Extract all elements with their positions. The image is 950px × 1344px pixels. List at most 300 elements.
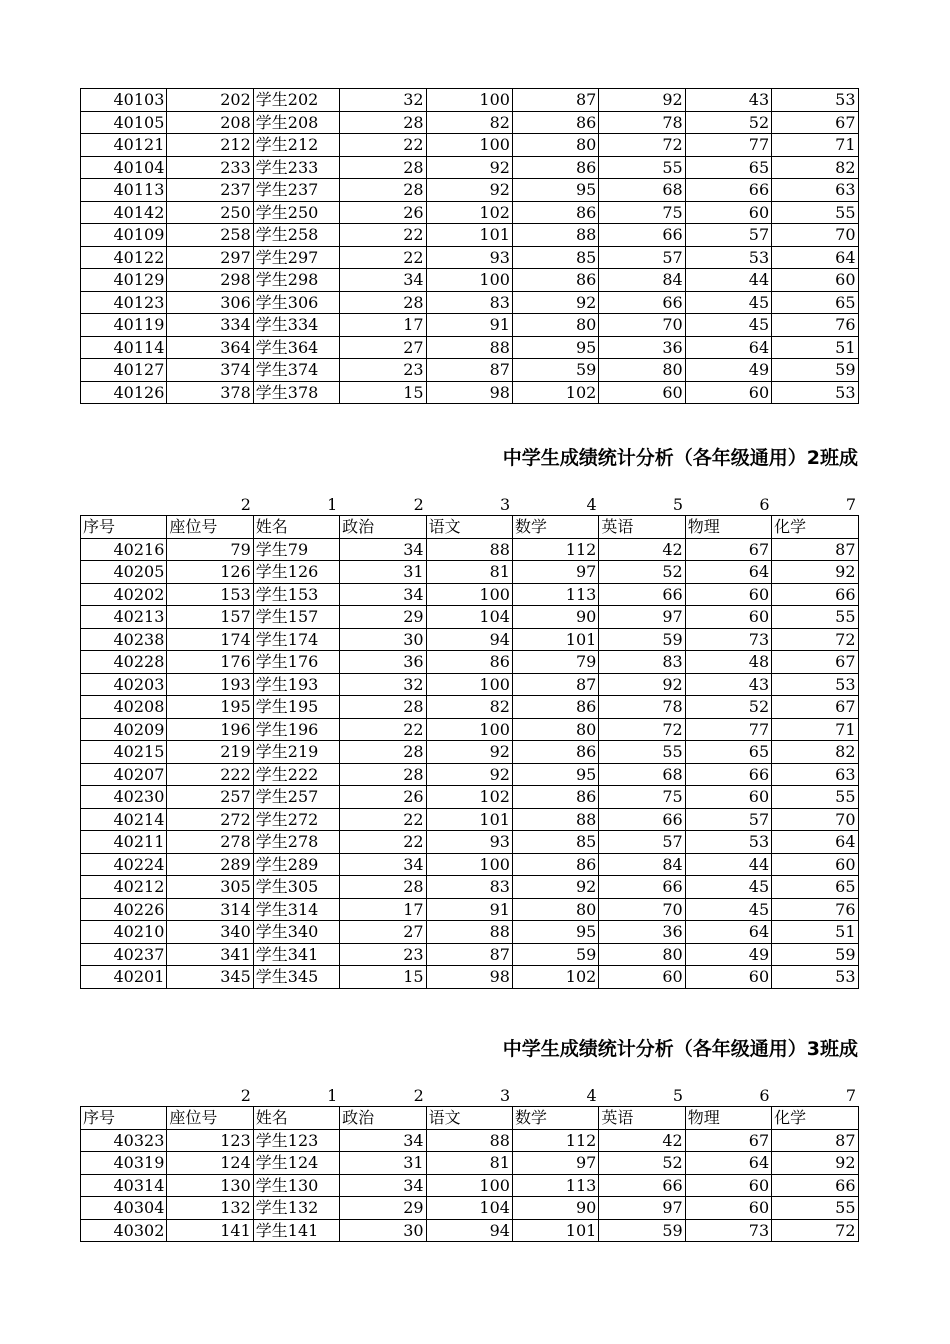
table-row-cell: 30: [340, 1219, 426, 1242]
table-row: [81, 381, 859, 404]
table-row-cell: 132: [167, 1197, 253, 1220]
table-row-cell: 75: [599, 786, 685, 809]
table-row-cell: 45: [685, 898, 771, 921]
table-row-cell: 学生123: [253, 1129, 339, 1152]
table-row: [81, 853, 859, 876]
table-row-cell: 66: [685, 179, 771, 202]
header-row-cell: 政治: [340, 1107, 426, 1130]
class3-grid: [80, 1106, 859, 1242]
table-row-cell: 212: [167, 134, 253, 157]
table-row-cell: 40302: [81, 1219, 167, 1242]
table-row-cell: 32: [340, 673, 426, 696]
table-row-cell: 40142: [81, 201, 167, 224]
table-row-cell: 22: [340, 718, 426, 741]
table-row-cell: 学生364: [253, 336, 339, 359]
table-row-cell: 40208: [81, 696, 167, 719]
table-row-cell: 40103: [81, 89, 167, 112]
index-row-cell: 6: [759, 1086, 770, 1105]
table-row-cell: 97: [512, 1152, 598, 1175]
header-row-cell: 英语: [599, 516, 685, 539]
table-row: [81, 359, 859, 382]
table-row-cell: 学生257: [253, 786, 339, 809]
table-row-cell: 82: [772, 741, 858, 764]
table-row-cell: 40319: [81, 1152, 167, 1175]
table-row-cell: 28: [340, 876, 426, 899]
table-row: [81, 269, 859, 292]
table-row-cell: 49: [685, 943, 771, 966]
table-row-cell: 67: [772, 651, 858, 674]
table-row: [81, 246, 859, 269]
header-row: [81, 1107, 859, 1130]
table-row-cell: 40205: [81, 561, 167, 584]
table-row: [81, 763, 859, 786]
table-row-cell: 219: [167, 741, 253, 764]
table-row-cell: 学生195: [253, 696, 339, 719]
index-row-cell: [80, 1086, 166, 1106]
table-row-cell: 57: [685, 224, 771, 247]
table-row-cell: 40215: [81, 741, 167, 764]
table-row-cell: 36: [599, 921, 685, 944]
table-row-cell: 72: [772, 628, 858, 651]
table-row-cell: 81: [426, 561, 512, 584]
table-row-cell: 64: [772, 831, 858, 854]
table-row-cell: 80: [599, 359, 685, 382]
table-row-cell: 27: [340, 921, 426, 944]
table-row-cell: 87: [426, 943, 512, 966]
table-row-cell: 65: [685, 156, 771, 179]
table-row-cell: 98: [426, 966, 512, 989]
table-row-cell: 345: [167, 966, 253, 989]
table-row-cell: 57: [599, 246, 685, 269]
table-row-cell: 34: [340, 538, 426, 561]
table-row: [81, 1174, 859, 1197]
table-row-cell: 80: [599, 943, 685, 966]
table-row-cell: 95: [512, 921, 598, 944]
table-row-cell: 23: [340, 943, 426, 966]
table-row-cell: 28: [340, 179, 426, 202]
table-row-cell: 100: [426, 89, 512, 112]
table-row-cell: 学生237: [253, 179, 339, 202]
table-row-cell: 40304: [81, 1197, 167, 1220]
table-row-cell: 75: [599, 201, 685, 224]
table-row-cell: 67: [772, 111, 858, 134]
index-row-cell: 7: [845, 1086, 856, 1105]
table-row-cell: 195: [167, 696, 253, 719]
table-row-cell: 101: [426, 224, 512, 247]
table-row-cell: 88: [426, 1129, 512, 1152]
table-row-cell: 80: [512, 718, 598, 741]
table-row-cell: 208: [167, 111, 253, 134]
table-row-cell: 51: [772, 921, 858, 944]
table-row: [81, 898, 859, 921]
header-row-cell: 语文: [426, 516, 512, 539]
table-row-cell: 31: [340, 561, 426, 584]
table-row-cell: 40226: [81, 898, 167, 921]
table-row-cell: 91: [426, 898, 512, 921]
table-row-cell: 34: [340, 1129, 426, 1152]
table-row-cell: 88: [512, 808, 598, 831]
table-row: [81, 808, 859, 831]
table-row-cell: 73: [685, 1219, 771, 1242]
table-row-cell: 28: [340, 111, 426, 134]
table-row-cell: 64: [685, 336, 771, 359]
table-row-cell: 80: [512, 134, 598, 157]
table-row-cell: 34: [340, 1174, 426, 1197]
table-row-cell: 72: [599, 718, 685, 741]
header-row-cell: 语文: [426, 1107, 512, 1130]
table-row: [81, 673, 859, 696]
table-row-cell: 53: [772, 381, 858, 404]
table-row-cell: 学生157: [253, 606, 339, 629]
table-row-cell: 27: [340, 336, 426, 359]
table-row-cell: 67: [685, 1129, 771, 1152]
table-row-cell: 40127: [81, 359, 167, 382]
table-row-cell: 66: [599, 224, 685, 247]
table-row-cell: 79: [512, 651, 598, 674]
table-row-cell: 257: [167, 786, 253, 809]
table-row: [81, 336, 859, 359]
table-row-cell: 59: [599, 1219, 685, 1242]
table-row-cell: 40129: [81, 269, 167, 292]
table-row-cell: 66: [772, 583, 858, 606]
header-row-cell: 政治: [340, 516, 426, 539]
table-row-cell: 86: [512, 741, 598, 764]
table-row-cell: 100: [426, 1174, 512, 1197]
index-row: [80, 1086, 858, 1106]
table-row: [81, 1219, 859, 1242]
table-row-cell: 49: [685, 359, 771, 382]
table-row: [81, 943, 859, 966]
table-row-cell: 52: [599, 561, 685, 584]
table-row-cell: 97: [599, 1197, 685, 1220]
table-row-cell: 78: [599, 111, 685, 134]
table-row-cell: 100: [426, 673, 512, 696]
table-row-cell: 305: [167, 876, 253, 899]
table-row-cell: 学生334: [253, 314, 339, 337]
table-row-cell: 43: [685, 89, 771, 112]
table-row-cell: 40109: [81, 224, 167, 247]
table-row-cell: 60: [599, 966, 685, 989]
header-row-cell: 序号: [81, 516, 167, 539]
index-row-cell: [80, 495, 166, 515]
header-row-cell: 数学: [512, 516, 598, 539]
index-row-cell: 5: [672, 495, 684, 514]
index-row-cell: 2: [240, 495, 251, 514]
table-row-cell: 40126: [81, 381, 167, 404]
index-row-cell: 2: [413, 495, 424, 514]
table-row-cell: 237: [167, 179, 253, 202]
table-row: [81, 718, 859, 741]
table-row-cell: 98: [426, 381, 512, 404]
table-row-cell: 60: [685, 966, 771, 989]
table-row-cell: 学生208: [253, 111, 339, 134]
table-row-cell: 59: [772, 359, 858, 382]
table-row-cell: 73: [685, 628, 771, 651]
table-row-cell: 141: [167, 1219, 253, 1242]
table-row-cell: 64: [772, 246, 858, 269]
table-row-cell: 92: [426, 741, 512, 764]
index-row-cell: 1: [327, 1086, 338, 1105]
table-row-cell: 40207: [81, 763, 167, 786]
table-row-cell: 60: [685, 201, 771, 224]
table-row-cell: 64: [685, 1152, 771, 1175]
table-row-cell: 学生202: [253, 89, 339, 112]
table-row-cell: 52: [685, 696, 771, 719]
table-row-cell: 40123: [81, 291, 167, 314]
table-row-cell: 88: [426, 538, 512, 561]
table-row-cell: 81: [426, 1152, 512, 1175]
table-row-cell: 60: [772, 853, 858, 876]
table-row-cell: 40203: [81, 673, 167, 696]
table-row-cell: 112: [512, 538, 598, 561]
table-row-cell: 83: [426, 876, 512, 899]
table-row-cell: 126: [167, 561, 253, 584]
table-row-cell: 82: [772, 156, 858, 179]
index-row-cell: 2: [240, 1086, 251, 1105]
table-row-cell: 45: [685, 876, 771, 899]
table-row-cell: 55: [599, 156, 685, 179]
table-row-cell: 53: [772, 89, 858, 112]
table-row-cell: 86: [512, 853, 598, 876]
table-row-cell: 学生341: [253, 943, 339, 966]
table-row-cell: 87: [512, 89, 598, 112]
table-row-cell: 174: [167, 628, 253, 651]
table-row-cell: 28: [340, 156, 426, 179]
table-row-cell: 86: [512, 269, 598, 292]
table-row: [81, 651, 859, 674]
table-row: [81, 628, 859, 651]
table-row-cell: 364: [167, 336, 253, 359]
table-row-cell: 82: [426, 696, 512, 719]
table-row-cell: 84: [599, 853, 685, 876]
table-row-cell: 学生130: [253, 1174, 339, 1197]
header-row-cell: 物理: [685, 1107, 771, 1130]
table-row-cell: 学生272: [253, 808, 339, 831]
table-row: [81, 111, 859, 134]
table-row-cell: 374: [167, 359, 253, 382]
table-row-cell: 86: [512, 156, 598, 179]
table-row-cell: 92: [599, 673, 685, 696]
table-row-cell: 65: [772, 291, 858, 314]
table-row: [81, 741, 859, 764]
table-row-cell: 40209: [81, 718, 167, 741]
table-row-cell: 53: [685, 831, 771, 854]
table-row-cell: 36: [599, 336, 685, 359]
table-row-cell: 92: [426, 179, 512, 202]
table-row-cell: 学生233: [253, 156, 339, 179]
table-row-cell: 34: [340, 853, 426, 876]
table-row-cell: 250: [167, 201, 253, 224]
table-row-cell: 28: [340, 763, 426, 786]
table-row-cell: 学生174: [253, 628, 339, 651]
table-row: [81, 1152, 859, 1175]
table-row-cell: 15: [340, 966, 426, 989]
table-row-cell: 22: [340, 808, 426, 831]
table-row: [81, 921, 859, 944]
table-row-cell: 70: [599, 314, 685, 337]
table-row-cell: 59: [772, 943, 858, 966]
table-row-cell: 64: [685, 921, 771, 944]
table-row-cell: 28: [340, 291, 426, 314]
table-row-cell: 59: [599, 628, 685, 651]
table-row-cell: 77: [685, 134, 771, 157]
table-row: [81, 831, 859, 854]
table-row-cell: 104: [426, 606, 512, 629]
table-row-cell: 59: [512, 359, 598, 382]
class3-title: 中学生成绩统计分析（各年级通用）3班成: [502, 1038, 858, 1060]
table-row-cell: 22: [340, 224, 426, 247]
table-row-cell: 88: [426, 336, 512, 359]
table-row-cell: 87: [512, 673, 598, 696]
table-row-cell: 学生378: [253, 381, 339, 404]
table-row-cell: 222: [167, 763, 253, 786]
table-row-cell: 340: [167, 921, 253, 944]
table-row-cell: 34: [340, 269, 426, 292]
table-row-cell: 40224: [81, 853, 167, 876]
table-row-cell: 66: [685, 763, 771, 786]
table-row-cell: 60: [685, 786, 771, 809]
table-row-cell: 124: [167, 1152, 253, 1175]
index-row-cell: 4: [586, 1086, 597, 1105]
table-row-cell: 40238: [81, 628, 167, 651]
table-row-cell: 92: [512, 291, 598, 314]
table-row-cell: 100: [426, 853, 512, 876]
table-row-cell: 53: [772, 966, 858, 989]
header-row-cell: 序号: [81, 1107, 167, 1130]
table-row-cell: 113: [512, 1174, 598, 1197]
table-row-cell: 97: [599, 606, 685, 629]
class2-grid: [80, 515, 859, 989]
table-row-cell: 40216: [81, 538, 167, 561]
table-row-cell: 36: [340, 651, 426, 674]
table-row-cell: 79: [167, 538, 253, 561]
table-row-cell: 202: [167, 89, 253, 112]
table-row-cell: 40122: [81, 246, 167, 269]
table-row-cell: 90: [512, 606, 598, 629]
table-row: [81, 156, 859, 179]
table-row-cell: 53: [772, 673, 858, 696]
table-row-cell: 90: [512, 1197, 598, 1220]
table-row-cell: 66: [599, 808, 685, 831]
table-row: [81, 89, 859, 112]
table-row-cell: 130: [167, 1174, 253, 1197]
table-row-cell: 83: [599, 651, 685, 674]
table-row-cell: 40228: [81, 651, 167, 674]
table-row-cell: 63: [772, 179, 858, 202]
table-row-cell: 153: [167, 583, 253, 606]
table-row-cell: 87: [426, 359, 512, 382]
index-row-cell: 3: [500, 1086, 511, 1105]
table-row-cell: 学生289: [253, 853, 339, 876]
header-row-cell: 座位号: [167, 516, 253, 539]
table-row-cell: 29: [340, 606, 426, 629]
table-row-cell: 93: [426, 246, 512, 269]
header-row-cell: 姓名: [253, 1107, 339, 1130]
table-row-cell: 76: [772, 898, 858, 921]
table-row-cell: 92: [772, 1152, 858, 1175]
table-row-cell: 86: [512, 111, 598, 134]
table-row-cell: 60: [685, 1174, 771, 1197]
table-row-cell: 70: [599, 898, 685, 921]
table-row-cell: 60: [685, 381, 771, 404]
table-row-cell: 学生345: [253, 966, 339, 989]
class1-rows: [80, 88, 859, 404]
table-row-cell: 55: [599, 741, 685, 764]
class2-index-row: [80, 495, 858, 515]
table-row-cell: 59: [512, 943, 598, 966]
table-row-cell: 学生314: [253, 898, 339, 921]
table-row-cell: 65: [772, 876, 858, 899]
table-row-cell: 学生176: [253, 651, 339, 674]
table-row-cell: 76: [772, 314, 858, 337]
table-row-cell: 66: [599, 583, 685, 606]
table-row-cell: 91: [426, 314, 512, 337]
header-row-cell: 座位号: [167, 1107, 253, 1130]
table-row-cell: 297: [167, 246, 253, 269]
table-row-cell: 26: [340, 786, 426, 809]
table-row-cell: 72: [772, 1219, 858, 1242]
header-row-cell: 姓名: [253, 516, 339, 539]
table-row-cell: 22: [340, 134, 426, 157]
table-row-cell: 92: [599, 89, 685, 112]
table-row-cell: 34: [340, 583, 426, 606]
table-row-cell: 60: [685, 606, 771, 629]
table-row-cell: 101: [426, 808, 512, 831]
table-row-cell: 55: [772, 606, 858, 629]
table-row-cell: 101: [512, 628, 598, 651]
table-row-cell: 87: [772, 538, 858, 561]
table-row-cell: 102: [512, 966, 598, 989]
table-row-cell: 82: [426, 111, 512, 134]
table-row-cell: 31: [340, 1152, 426, 1175]
table-row-cell: 学生132: [253, 1197, 339, 1220]
table-row-cell: 40119: [81, 314, 167, 337]
table-row-cell: 66: [772, 1174, 858, 1197]
table-row-cell: 40210: [81, 921, 167, 944]
table-row-cell: 44: [685, 269, 771, 292]
table-row-cell: 95: [512, 763, 598, 786]
table-row-cell: 40237: [81, 943, 167, 966]
table-row-cell: 学生153: [253, 583, 339, 606]
table-row: [81, 876, 859, 899]
table-row-cell: 17: [340, 314, 426, 337]
table-row-cell: 17: [340, 898, 426, 921]
table-row-cell: 278: [167, 831, 253, 854]
table-row-cell: 101: [512, 1219, 598, 1242]
table-row-cell: 学生212: [253, 134, 339, 157]
table-row-cell: 40211: [81, 831, 167, 854]
table-row-cell: 51: [772, 336, 858, 359]
table-row-cell: 45: [685, 291, 771, 314]
table-row-cell: 298: [167, 269, 253, 292]
table-row-cell: 95: [512, 179, 598, 202]
table-row-cell: 113: [512, 583, 598, 606]
table-row-cell: 52: [685, 111, 771, 134]
table-row-cell: 学生258: [253, 224, 339, 247]
table-row-cell: 学生193: [253, 673, 339, 696]
table-row-cell: 64: [685, 561, 771, 584]
table-row-cell: 52: [599, 1152, 685, 1175]
table-row-cell: 28: [340, 696, 426, 719]
table-row-cell: 86: [512, 786, 598, 809]
table-row-cell: 95: [512, 336, 598, 359]
table-row-cell: 40121: [81, 134, 167, 157]
class2-score-table: [80, 495, 858, 989]
table-row-cell: 学生222: [253, 763, 339, 786]
table-row-cell: 42: [599, 538, 685, 561]
table-row-cell: 57: [685, 808, 771, 831]
table-row-cell: 80: [512, 898, 598, 921]
